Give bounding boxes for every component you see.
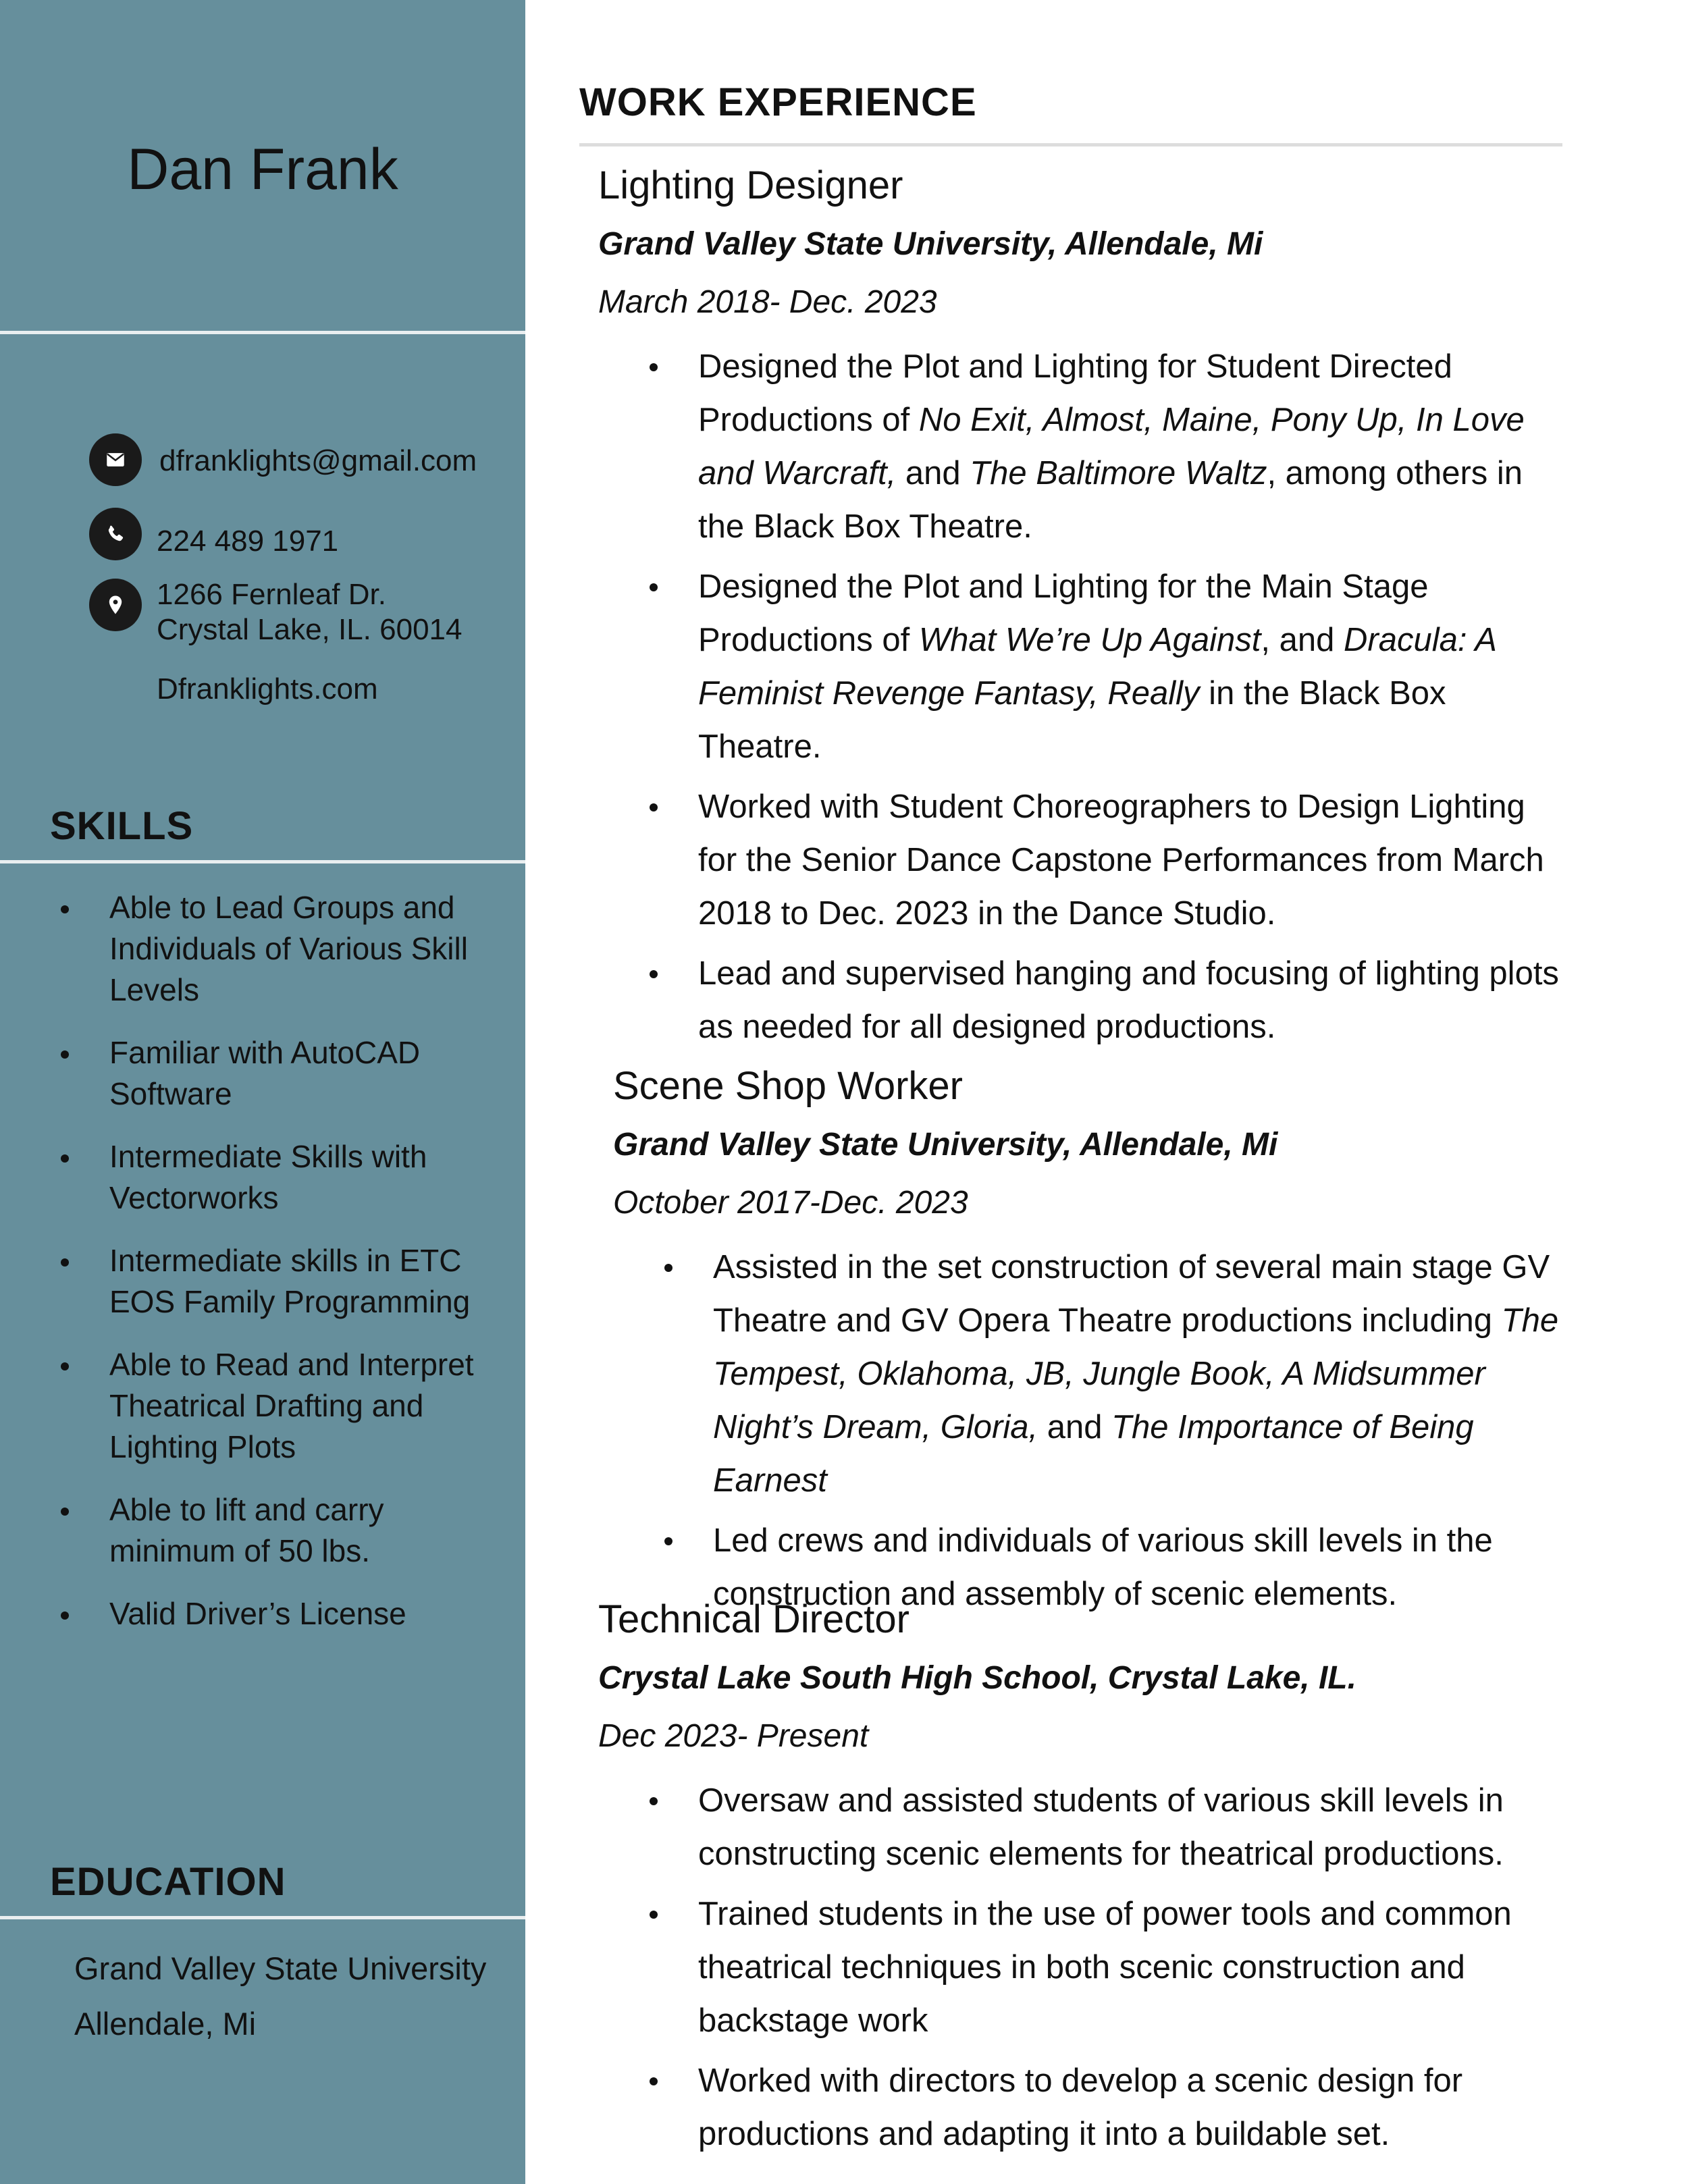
- job-bullets: [598, 340, 1571, 1054]
- job-scene-shop-worker: [613, 1063, 1585, 1628]
- italic-title-run: What We’re Up Against: [918, 622, 1261, 658]
- website-link[interactable]: Dfranklights.com: [157, 672, 378, 705]
- skill-item: Valid Driver’s License: [0, 1593, 525, 1634]
- job-bullet: [598, 947, 1571, 1054]
- text-run: Designed the Plot and Lighting for Student Directed Productions of: [698, 348, 1452, 438]
- skill-item: Intermediate Skills with Vectorworks: [0, 1136, 525, 1219]
- mail-icon: [89, 433, 142, 486]
- location-pin-icon: [89, 579, 142, 631]
- job-bullet: [613, 1241, 1585, 1508]
- work-experience-heading: WORK EXPERIENCE: [579, 80, 977, 124]
- job-bullet: [598, 2054, 1571, 2161]
- address-line-2: Crystal Lake, IL. 60014: [157, 613, 463, 646]
- skill-item: Able to lift and carry minimum of 50 lbs.: [0, 1489, 525, 1572]
- job-dates: Dec 2023- Present: [598, 1718, 869, 1754]
- education-school: Grand Valley State University: [74, 1950, 487, 1986]
- job-title: Scene Shop Worker: [613, 1064, 963, 1108]
- skills-divider: [0, 860, 525, 863]
- text-run: Lead and supervised hanging and focusing of lighting plots as needed for all designed productions.: [698, 955, 1559, 1045]
- address-line-1: 1266 Fernleaf Dr.: [157, 578, 386, 611]
- job-title: Lighting Designer: [598, 163, 903, 207]
- job-organization: Grand Valley State University, Allendale, Mi: [613, 1127, 1278, 1163]
- sidebar: [0, 0, 525, 2184]
- job-dates: October 2017-Dec. 2023: [613, 1185, 968, 1221]
- phone-icon: [89, 508, 142, 560]
- text-run: , and: [1261, 622, 1344, 658]
- text-run: Trained students in the use of power tools and common theatrical techniques in both scenic construction and backstage work: [698, 1896, 1512, 2039]
- text-run: , among others in the Black Box Theatre.: [698, 455, 1523, 545]
- job-bullet: [598, 340, 1571, 554]
- text-run: in the Black Box Theatre.: [698, 675, 1446, 765]
- email-link[interactable]: dfranklights@gmail.com: [159, 444, 477, 477]
- text-run: and: [1038, 1409, 1112, 1445]
- job-bullet: [598, 1888, 1571, 2048]
- skill-item: Able to Lead Groups and Individuals of Various Skill Levels: [0, 887, 525, 1011]
- name-divider: [0, 331, 525, 334]
- italic-title-run: The Baltimore Waltz: [970, 455, 1267, 491]
- job-lighting-designer: [598, 162, 1571, 1061]
- job-bullet: [598, 560, 1571, 774]
- skills-heading: SKILLS: [50, 804, 194, 848]
- text-run: Oversaw and assisted students of various skill levels in constructing scenic elements for theatrical productions.: [698, 1782, 1504, 1872]
- work-experience-divider: [579, 143, 1562, 147]
- skills-list: [0, 887, 525, 1656]
- text-run: and: [896, 455, 970, 491]
- education-location: Allendale, Mi: [74, 2006, 257, 2042]
- job-bullet: [598, 1774, 1571, 1881]
- job-organization: Grand Valley State University, Allendale, Mi: [598, 226, 1263, 262]
- job-bullet: [598, 780, 1571, 940]
- text-run: Led crews and individuals of various skill levels in the construction and assembly of scenic elements.: [713, 1522, 1493, 1612]
- job-organization: Crystal Lake South High School, Crystal Lake, IL.: [598, 1660, 1356, 1696]
- text-run: Worked with Student Choreographers to Design Lighting for the Senior Dance Capstone Performances from March 2018 to Dec. 2023 in the Dance Studio.: [698, 789, 1544, 932]
- italic-title-run: The Tempest, Oklahoma, JB, Jungle Book, A Midsummer Night’s Dream, Gloria,: [713, 1302, 1559, 1445]
- text-run: Worked with directors to develop a scenic design for productions and adapting it into a buildable set.: [698, 2062, 1463, 2152]
- text-run: Designed the Plot and Lighting for the Main Stage Productions of: [698, 568, 1429, 658]
- italic-title-run: No Exit, Almost, Maine, Pony Up, In Love and Warcraft,: [698, 402, 1525, 491]
- text-run: Assisted in the set construction of several main stage GV Theatre and GV Opera Theatre productions including: [713, 1249, 1550, 1339]
- job-bullets: [613, 1241, 1585, 1621]
- job-title: Technical Director: [598, 1597, 909, 1641]
- candidate-name: Dan Frank: [127, 137, 398, 202]
- italic-title-run: The Importance of Being Earnest: [713, 1409, 1474, 1499]
- skill-item: Familiar with AutoCAD Software: [0, 1032, 525, 1115]
- skill-item: Able to Read and Interpret Theatrical Drafting and Lighting Plots: [0, 1344, 525, 1468]
- education-divider: [0, 1916, 525, 1919]
- job-bullets: [598, 1774, 1571, 2161]
- education-heading: EDUCATION: [50, 1860, 286, 1904]
- job-technical-director: [598, 1596, 1571, 2168]
- italic-title-run: Dracula: A Feminist Revenge Fantasy, Really: [698, 622, 1496, 712]
- phone-number: 224 489 1971: [157, 525, 339, 558]
- skill-item: Intermediate skills in ETC EOS Family Programming: [0, 1240, 525, 1323]
- job-dates: March 2018- Dec. 2023: [598, 284, 937, 320]
